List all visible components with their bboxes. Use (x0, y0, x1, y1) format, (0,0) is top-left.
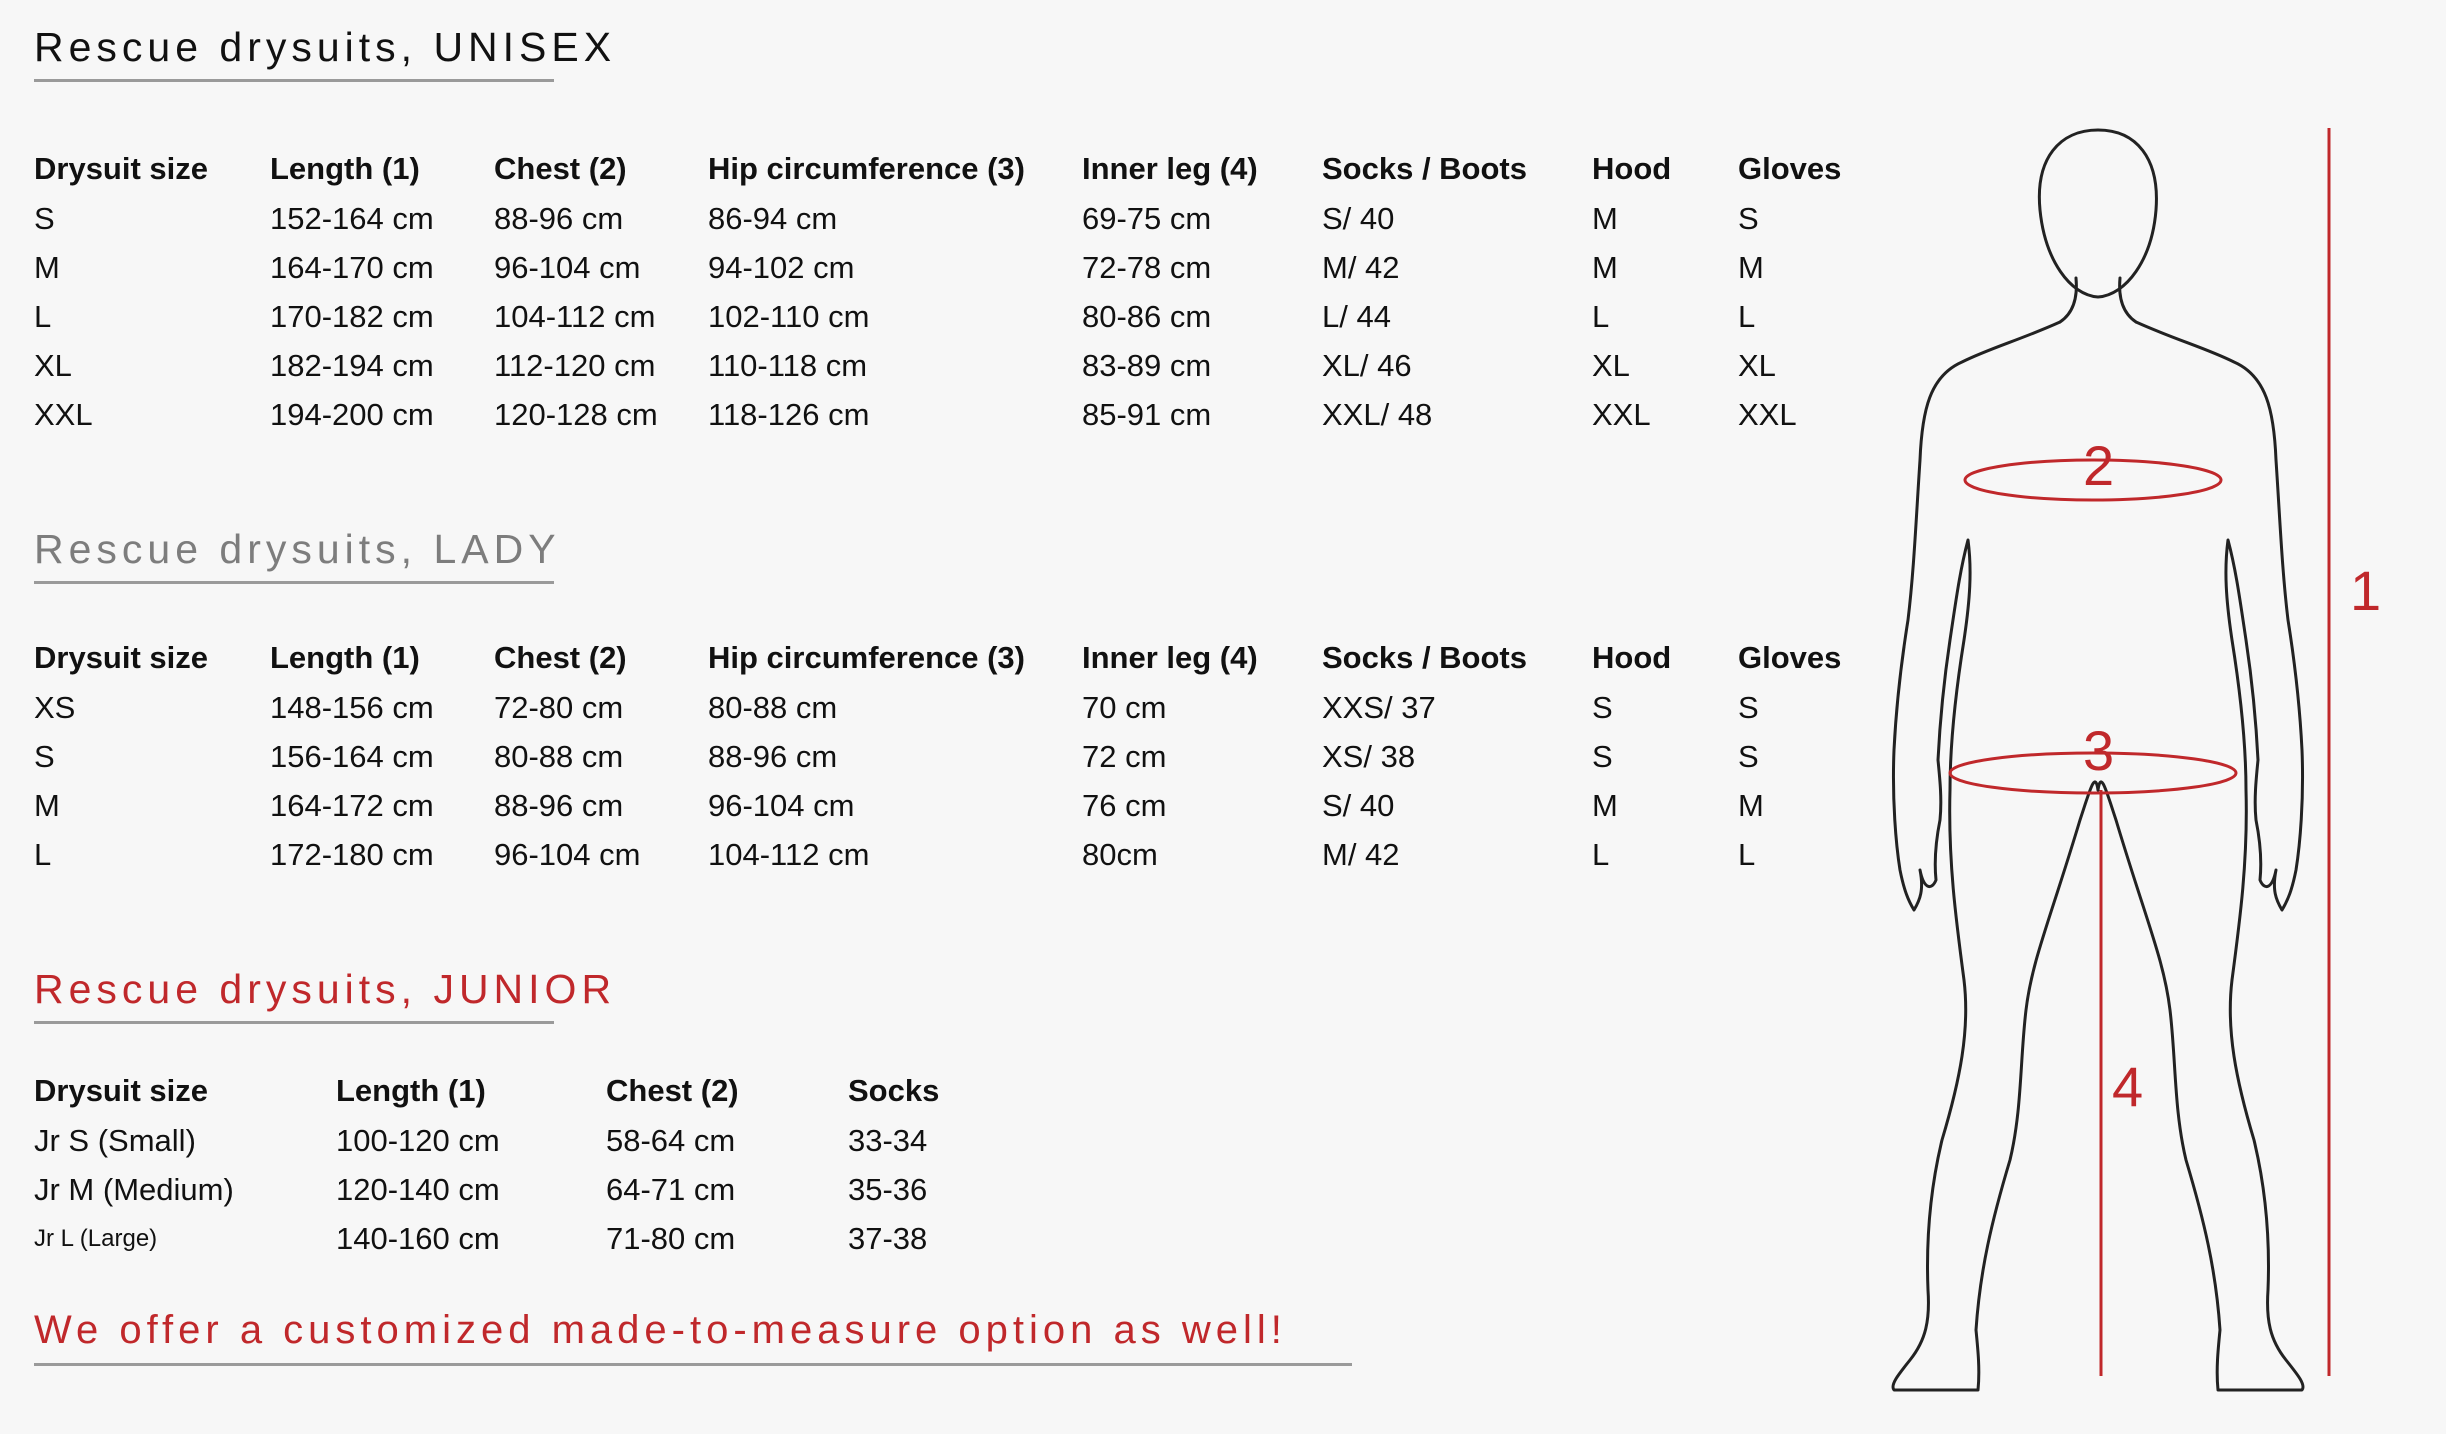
lady-col-header: Hip circumference (3) (708, 640, 1025, 675)
unisex-cell: 80-86 cm (1082, 298, 1212, 334)
lady-cell: M/ 42 (1322, 836, 1400, 872)
unisex-table-row (34, 390, 1858, 439)
unisex-table-row (34, 341, 1858, 390)
lady-cell: XS (34, 689, 76, 725)
unisex-cell: S (1738, 200, 1759, 236)
unisex-cell: 120-128 cm (494, 396, 658, 432)
unisex-size-table (34, 144, 1858, 439)
lady-cell: 72 cm (1082, 738, 1167, 774)
lady-cell: S (34, 738, 55, 774)
unisex-cell: 194-200 cm (270, 396, 434, 432)
lady-table-row (34, 830, 1858, 879)
unisex-cell: 118-126 cm (708, 396, 870, 432)
unisex-cell: 152-164 cm (270, 200, 434, 236)
junior-cell: 58-64 cm (606, 1122, 736, 1158)
junior-col-header: Length (1) (336, 1073, 486, 1108)
junior-cell: 64-71 cm (606, 1171, 736, 1207)
unisex-cell: 112-120 cm (494, 347, 656, 383)
junior-cell: 100-120 cm (336, 1122, 500, 1158)
junior-cell: Jr M (Medium) (34, 1171, 234, 1207)
unisex-cell: 83-89 cm (1082, 347, 1212, 383)
lady-cell: 156-164 cm (270, 738, 434, 774)
lady-cell: 80-88 cm (494, 738, 624, 774)
measure-label-inner-leg: 4 (2112, 1055, 2144, 1118)
measure-label-length: 1 (2350, 559, 2382, 622)
unisex-cell: 104-112 cm (494, 298, 656, 334)
unisex-section (34, 24, 617, 82)
lady-cell: S (1592, 738, 1613, 774)
unisex-table-row (34, 292, 1858, 341)
lady-col-header: Gloves (1738, 640, 1842, 675)
lady-cell: L (34, 836, 52, 872)
unisex-cell: S/ 40 (1322, 200, 1395, 236)
unisex-col-header: Hip circumference (3) (708, 151, 1025, 186)
unisex-cell: 96-104 cm (494, 249, 641, 285)
unisex-cell: 85-91 cm (1082, 396, 1212, 432)
unisex-cell: 102-110 cm (708, 298, 870, 334)
lady-cell: M (1592, 787, 1618, 823)
unisex-cell: XL (34, 347, 72, 383)
unisex-cell: XL/ 46 (1322, 347, 1412, 383)
unisex-cell: M/ 42 (1322, 249, 1400, 285)
lady-col-header: Length (1) (270, 640, 420, 675)
lady-table-wrap (34, 633, 1858, 879)
lady-col-header: Chest (2) (494, 640, 627, 675)
lady-cell: XXS/ 37 (1322, 689, 1436, 725)
junior-size-table (34, 1066, 968, 1263)
lady-cell: XS/ 38 (1322, 738, 1416, 774)
lady-header-row (34, 633, 1858, 683)
body-measurement-figure (1880, 100, 2320, 1390)
lady-cell: S (1738, 689, 1759, 725)
lady-cell: 76 cm (1082, 787, 1167, 823)
junior-col-header: Drysuit size (34, 1073, 209, 1108)
lady-cell: 88-96 cm (494, 787, 624, 823)
unisex-cell: M (1592, 200, 1618, 236)
measure-label-hip: 3 (2083, 719, 2115, 782)
unisex-cell: M (34, 249, 60, 285)
unisex-cell: XL (1592, 347, 1630, 383)
lady-cell: L (1738, 836, 1756, 872)
unisex-col-header: Socks / Boots (1322, 151, 1527, 186)
unisex-cell: M (1592, 249, 1618, 285)
unisex-cell: XXL (34, 396, 93, 432)
unisex-cell: 69-75 cm (1082, 200, 1212, 236)
measure-label-chest: 2 (2083, 434, 2115, 497)
unisex-col-header: Chest (2) (494, 151, 627, 186)
unisex-cell: M (1738, 249, 1764, 285)
junior-cell: Jr L (Large) (34, 1224, 158, 1252)
unisex-table-row (34, 194, 1858, 243)
unisex-cell: 170-182 cm (270, 298, 434, 334)
made-to-measure-note: We offer a customized made-to-measure option as well! (34, 1308, 1352, 1366)
unisex-cell: XXL (1592, 396, 1651, 432)
unisex-cell: XL (1738, 347, 1776, 383)
junior-header-row (34, 1066, 968, 1116)
lady-table-row (34, 781, 1858, 830)
lady-col-header: Inner leg (4) (1082, 640, 1258, 675)
lady-cell: M (1738, 787, 1764, 823)
unisex-col-header: Gloves (1738, 151, 1842, 186)
unisex-table-wrap (34, 144, 1858, 439)
unisex-col-header: Drysuit size (34, 151, 209, 186)
unisex-col-header: Length (1) (270, 151, 420, 186)
lady-cell: M (34, 787, 60, 823)
unisex-cell: L/ 44 (1322, 298, 1391, 334)
unisex-cell: 182-194 cm (270, 347, 434, 383)
junior-cell: 120-140 cm (336, 1171, 500, 1207)
unisex-col-header: Inner leg (4) (1082, 151, 1258, 186)
unisex-cell: L (1738, 298, 1756, 334)
junior-cell: 37-38 (848, 1220, 928, 1256)
junior-table-row (34, 1116, 968, 1165)
lady-cell: 172-180 cm (270, 836, 434, 872)
lady-cell: S/ 40 (1322, 787, 1395, 823)
length-measure-line (2290, 120, 2382, 1390)
lady-col-header: Socks / Boots (1322, 640, 1527, 675)
unisex-cell: 110-118 cm (708, 347, 868, 383)
unisex-cell: L (34, 298, 52, 334)
lady-col-header: Hood (1592, 640, 1672, 675)
lady-cell: 96-104 cm (494, 836, 641, 872)
unisex-cell: L (1592, 298, 1610, 334)
lady-size-table (34, 633, 1858, 879)
junior-cell: 35-36 (848, 1171, 928, 1207)
unisex-col-header: Hood (1592, 151, 1672, 186)
unisex-cell: 72-78 cm (1082, 249, 1212, 285)
lady-cell: 80cm (1082, 836, 1158, 872)
unisex-header-row (34, 144, 1858, 194)
lady-title: Rescue drysuits, LADY (34, 526, 554, 584)
lady-col-header: Drysuit size (34, 640, 209, 675)
junior-title: Rescue drysuits, JUNIOR (34, 966, 554, 1024)
lady-cell: 148-156 cm (270, 689, 434, 725)
lady-cell: 70 cm (1082, 689, 1167, 725)
junior-table-wrap (34, 1066, 968, 1263)
unisex-cell: XXL (1738, 396, 1797, 432)
lady-cell: 104-112 cm (708, 836, 870, 872)
junior-cell: Jr S (Small) (34, 1122, 196, 1158)
lady-cell: 164-172 cm (270, 787, 434, 823)
lady-section (34, 526, 561, 584)
unisex-cell: S (34, 200, 55, 236)
junior-col-header: Chest (2) (606, 1073, 739, 1108)
lady-cell: S (1592, 689, 1613, 725)
lady-cell: S (1738, 738, 1759, 774)
unisex-cell: 86-94 cm (708, 200, 838, 236)
junior-cell: 140-160 cm (336, 1220, 500, 1256)
junior-table-row (34, 1214, 968, 1263)
junior-section (34, 966, 617, 1024)
lady-cell: 72-80 cm (494, 689, 624, 725)
unisex-cell: 164-170 cm (270, 249, 434, 285)
unisex-cell: 94-102 cm (708, 249, 855, 285)
lady-table-row (34, 683, 1858, 732)
unisex-table-row (34, 243, 1858, 292)
junior-cell: 33-34 (848, 1122, 928, 1158)
lady-table-row (34, 732, 1858, 781)
junior-table-row (34, 1165, 968, 1214)
unisex-cell: XXL/ 48 (1322, 396, 1433, 432)
junior-cell: 71-80 cm (606, 1220, 736, 1256)
lady-cell: 96-104 cm (708, 787, 855, 823)
lady-cell: L (1592, 836, 1610, 872)
unisex-cell: 88-96 cm (494, 200, 624, 236)
unisex-title: Rescue drysuits, UNISEX (34, 24, 554, 82)
lady-cell: 88-96 cm (708, 738, 838, 774)
junior-col-header: Socks (848, 1073, 940, 1108)
lady-cell: 80-88 cm (708, 689, 838, 725)
